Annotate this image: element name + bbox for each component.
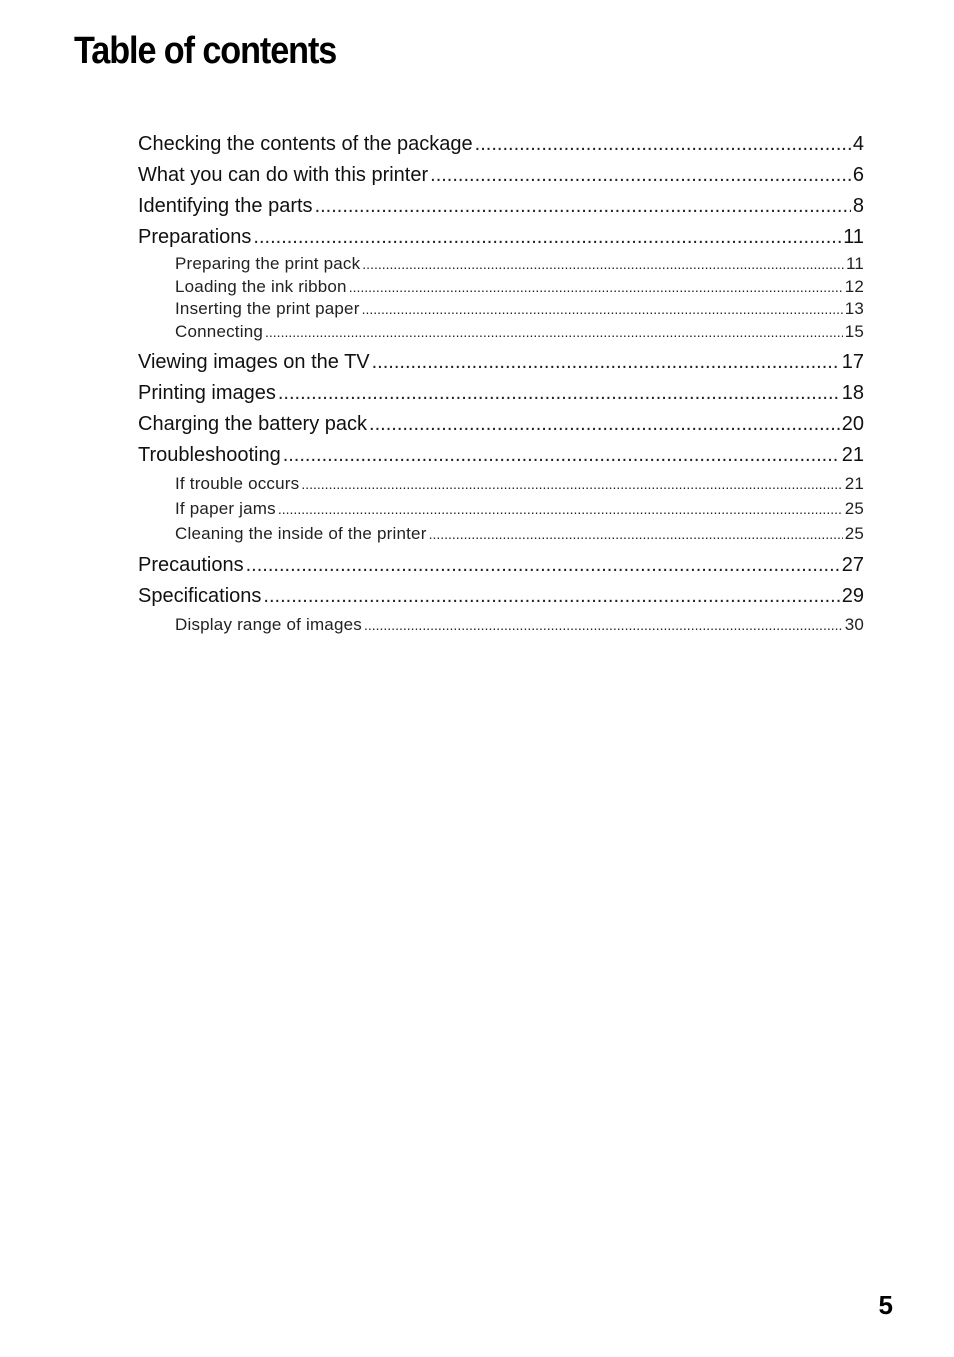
dot-leader <box>349 276 843 299</box>
toc-entry[interactable] <box>138 440 864 471</box>
dot-leader <box>283 440 840 471</box>
toc-subentry[interactable] <box>138 321 864 344</box>
toc-entry-label: Preparations <box>138 226 252 248</box>
toc-subentry-page: 12 <box>844 276 864 296</box>
toc-subentry-page: 25 <box>844 524 864 543</box>
dot-leader <box>301 472 842 496</box>
toc-entry[interactable] <box>138 378 864 409</box>
toc-subentry-page: 25 <box>844 499 864 518</box>
toc-entry-page: 21 <box>841 444 864 466</box>
dot-leader <box>253 222 841 253</box>
toc-subentry[interactable] <box>138 298 864 321</box>
toc-subentry-label: If trouble occurs <box>175 474 300 493</box>
toc-entry-label: Checking the contents of the package <box>138 133 473 155</box>
dot-leader <box>278 378 840 409</box>
toc-subentry-page: 13 <box>844 299 864 318</box>
toc-entry-page: 8 <box>852 195 864 217</box>
toc-subentry[interactable] <box>138 521 864 546</box>
toc-subentry[interactable] <box>138 276 864 299</box>
toc-entry-label: Troubleshooting <box>138 444 281 466</box>
toc-entry[interactable] <box>138 347 864 378</box>
toc-entry-label: Charging the battery pack <box>138 413 368 435</box>
toc-entry-page: 27 <box>841 554 864 576</box>
toc-entry-label: Viewing images on the TV <box>138 351 370 373</box>
toc-entry[interactable] <box>138 550 864 581</box>
toc-subentry[interactable] <box>138 253 864 276</box>
dot-leader <box>315 191 851 222</box>
toc-subentry[interactable] <box>138 612 864 637</box>
toc-entry-label: Precautions <box>138 554 244 576</box>
dot-leader <box>263 581 839 612</box>
toc-subentry-page: 30 <box>844 615 864 634</box>
toc-entry-page: 11 <box>843 226 864 248</box>
toc-subentry-label: Loading the ink ribbon <box>175 276 347 296</box>
toc-subentry-page: 15 <box>844 321 864 341</box>
toc-subentry-label: Display range of images <box>175 615 362 634</box>
toc-entry[interactable] <box>138 160 864 191</box>
dot-leader <box>246 550 840 581</box>
dot-leader <box>265 321 843 344</box>
toc-list <box>138 129 864 637</box>
toc-entry-label: Printing images <box>138 382 276 404</box>
toc-entry-page: 18 <box>841 382 864 404</box>
dot-leader <box>475 129 851 160</box>
toc-subentry-label: Cleaning the inside of the printer <box>175 524 427 543</box>
toc-subentry-label: Connecting <box>175 321 264 341</box>
page-number: 5 <box>878 1290 893 1320</box>
toc-entry[interactable] <box>138 581 864 612</box>
toc-entry-label: What you can do with this printer <box>138 164 429 186</box>
toc-subentry[interactable] <box>138 496 864 521</box>
toc-entry[interactable] <box>138 191 864 222</box>
dot-leader <box>362 298 843 321</box>
toc-subentry-page: 21 <box>844 474 864 493</box>
toc-entry[interactable] <box>138 222 864 253</box>
toc-subentry-label: Preparing the print pack <box>175 254 361 273</box>
dot-leader <box>372 347 840 378</box>
dot-leader <box>362 253 844 276</box>
toc-entry-page: 17 <box>841 351 864 373</box>
dot-leader <box>429 522 843 546</box>
dot-leader <box>364 613 843 637</box>
toc-entry-page: 4 <box>852 133 864 155</box>
toc-entry-label: Identifying the parts <box>138 195 313 217</box>
toc-subentry-label: If paper jams <box>175 499 276 518</box>
toc-entry-page: 29 <box>841 585 864 607</box>
toc-entry[interactable] <box>138 129 864 160</box>
toc-entry-page: 6 <box>852 164 864 186</box>
toc-subentry[interactable] <box>138 471 864 496</box>
toc-entry-label: Specifications <box>138 585 262 607</box>
dot-leader <box>278 497 843 521</box>
dot-leader <box>430 160 851 191</box>
toc-subentry-label: Inserting the print paper <box>175 299 360 318</box>
toc-subentry-page: 11 <box>845 254 864 273</box>
toc-entry-page: 20 <box>841 413 864 435</box>
dot-leader <box>369 409 840 440</box>
page-title: Table of contents <box>74 30 337 72</box>
toc-entry[interactable] <box>138 409 864 440</box>
